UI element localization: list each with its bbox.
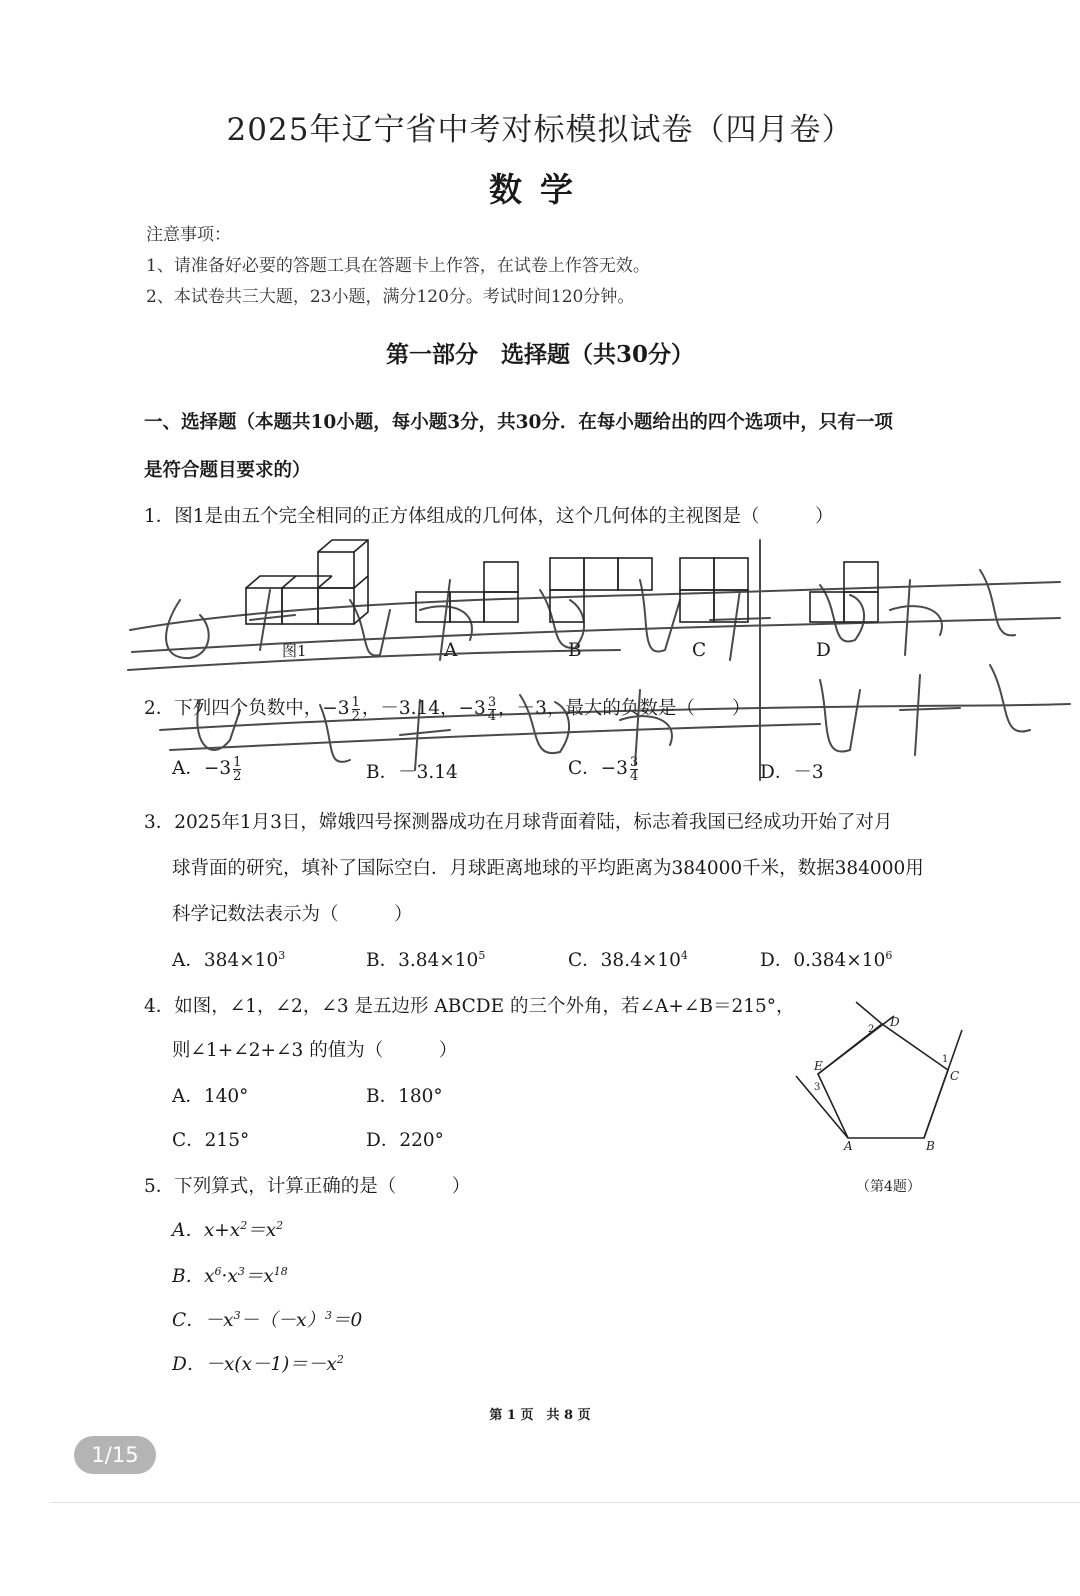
note-1: 1、请准备好必要的答题工具在答题卡上作答，在试卷上作答无效。 [146, 256, 650, 276]
q2-a-num: 1 [233, 754, 242, 770]
q2-stem-prefix: 2．下列四个负数中， [144, 698, 323, 719]
q2-n1-num: 1 [351, 694, 360, 710]
q5-d-e1: 2 [336, 1352, 344, 1366]
q2-a-label: A． [172, 758, 204, 779]
q2-c-whole: −3 [600, 758, 628, 779]
q1-option-c: C [692, 640, 707, 661]
q5-a-e2: 2 [276, 1218, 284, 1232]
q4-option-a: A．140° [172, 1086, 249, 1107]
vertex-a: A [844, 1139, 853, 1153]
q3-a-exp: 3 [278, 948, 286, 962]
section-instruction-2: 是符合题目要求的） [144, 460, 311, 481]
exam-title: 2025年辽宁省中考对标模拟试卷（四月卷） [226, 112, 854, 148]
q1-figure-label: 图1 [282, 642, 307, 660]
q5-a-mid: ＝x [247, 1220, 277, 1241]
q5-c-e1: 3 [233, 1308, 241, 1322]
q3-line-1: 3．2025年1月3日，嫦娥四号探测器成功在月球背面着陆，标志着我国已经成功开始了对月 [144, 812, 893, 833]
q4-line-1: 4．如图，∠1，∠2，∠3 是五边形 ABCDE 的三个外角，若∠A+∠B＝215°， [144, 996, 795, 1017]
q3-d-exp: 6 [885, 948, 893, 962]
q2-n1-den: 2 [351, 708, 360, 724]
q4-line-2: 则∠1+∠2+∠3 的值为（ ） [172, 1040, 458, 1061]
q1-stem: 1．图1是由五个完全相同的正方体组成的几何体，这个几何体的主视图是（ ） [144, 506, 834, 527]
angle-1: 1 [942, 1054, 949, 1065]
q3-c-exp: 4 [680, 948, 688, 962]
vertex-c: C [950, 1069, 960, 1083]
q4-option-c: C．215° [172, 1130, 250, 1151]
q2-c-num: 3 [629, 754, 639, 770]
q3-a-base: A．384×10 [172, 950, 279, 971]
viewer-divider [50, 1502, 1080, 1503]
extension-ed [818, 1016, 894, 1074]
q2-n3-whole: −3 [458, 698, 486, 719]
q5-d-pre: D．－x(x－1)＝－x [172, 1354, 337, 1375]
q5-b-mid: ·x [221, 1266, 238, 1287]
q2-n3-num: 3 [487, 694, 497, 710]
pentagon-abcde [818, 1024, 948, 1138]
angle-3: 3 [814, 1082, 821, 1093]
q3-b-base: B．3.84×10 [366, 950, 479, 971]
q5-stem: 5．下列算式，计算正确的是（ ） [144, 1176, 471, 1197]
notes-heading: 注意事项： [146, 225, 231, 245]
q5-a-e1: 2 [240, 1218, 248, 1232]
angle-2: 2 [868, 1024, 875, 1035]
section-instruction-1: 一、选择题（本题共10小题，每小题3分，共30分．在每小题给出的四个选项中，只有一项 [144, 412, 893, 433]
q4-pentagon-figure [796, 996, 976, 1156]
q4-caption: （第4题） [856, 1179, 921, 1195]
q5-b-pre: B．x [172, 1266, 215, 1287]
q3-line-3: 科学记数法表示为（ ） [172, 904, 413, 925]
q3-option-a [172, 946, 285, 972]
note-2: 2、本试卷共三大题，23小题，满分120分。考试时间120分钟。 [146, 287, 635, 307]
q3-option-b [366, 946, 485, 972]
q4-option-d: D．220° [366, 1130, 444, 1151]
q3-d-base: D．0.384×10 [760, 950, 886, 971]
q2-option-d: D．－3 [760, 762, 824, 783]
extension-bc [924, 1030, 962, 1138]
q5-c-end: ＝0 [332, 1310, 363, 1331]
q3-c-base: C．38.4×10 [568, 950, 681, 971]
q2-n2: ，－3.14， [361, 698, 459, 719]
q3-option-d [760, 946, 892, 972]
q1-option-b: B [568, 640, 582, 661]
page-indicator[interactable]: 1/15 [74, 1436, 156, 1474]
q5-c-mid: －（－x） [240, 1310, 326, 1331]
q5-option-c [172, 1306, 362, 1332]
q3-option-c [568, 946, 688, 972]
q2-n3-den: 4 [487, 708, 497, 724]
q4-option-b: B．180° [366, 1086, 443, 1107]
q2-a-den: 2 [233, 768, 242, 784]
q2-c-label: C． [568, 758, 601, 779]
q5-option-a [172, 1216, 283, 1242]
q5-b-mid2: ＝x [244, 1266, 274, 1287]
q5-option-b [172, 1262, 288, 1288]
q5-b-e3: 18 [273, 1264, 288, 1278]
q5-b-e2: 3 [237, 1264, 245, 1278]
subject-title: 数学 [489, 170, 591, 209]
vertex-d: D [890, 1015, 900, 1029]
q5-c-e2: 3 [325, 1308, 333, 1322]
vertex-e: E [814, 1059, 823, 1073]
q1-option-d: D [816, 640, 831, 661]
handwriting-watermark [120, 540, 1080, 800]
q2-option-b: B．－3.14 [366, 762, 458, 783]
q2-n1-whole: −3 [322, 698, 350, 719]
page-footer: 第 1 页 共 8 页 [489, 1408, 591, 1423]
q5-c-pre: C．－x [172, 1310, 234, 1331]
q2-a-whole: −3 [203, 758, 232, 779]
q5-a-pre: A．x+x [172, 1220, 241, 1241]
part-title: 第一部分 选择题（共30分） [385, 341, 694, 368]
q2-stem-suffix: ，－3，最大的负数是（ ） [498, 698, 751, 719]
q1-option-a: A [444, 640, 458, 661]
q3-line-2: 球背面的研究，填补了国际空白．月球距离地球的平均距离为384000千米，数据384000用 [172, 858, 924, 879]
q5-b-e1: 6 [214, 1264, 222, 1278]
q2-c-den: 4 [629, 768, 639, 784]
vertex-b: B [926, 1139, 935, 1153]
q3-b-exp: 5 [478, 948, 486, 962]
q5-option-d [172, 1350, 344, 1376]
extension-ae [796, 1076, 848, 1138]
